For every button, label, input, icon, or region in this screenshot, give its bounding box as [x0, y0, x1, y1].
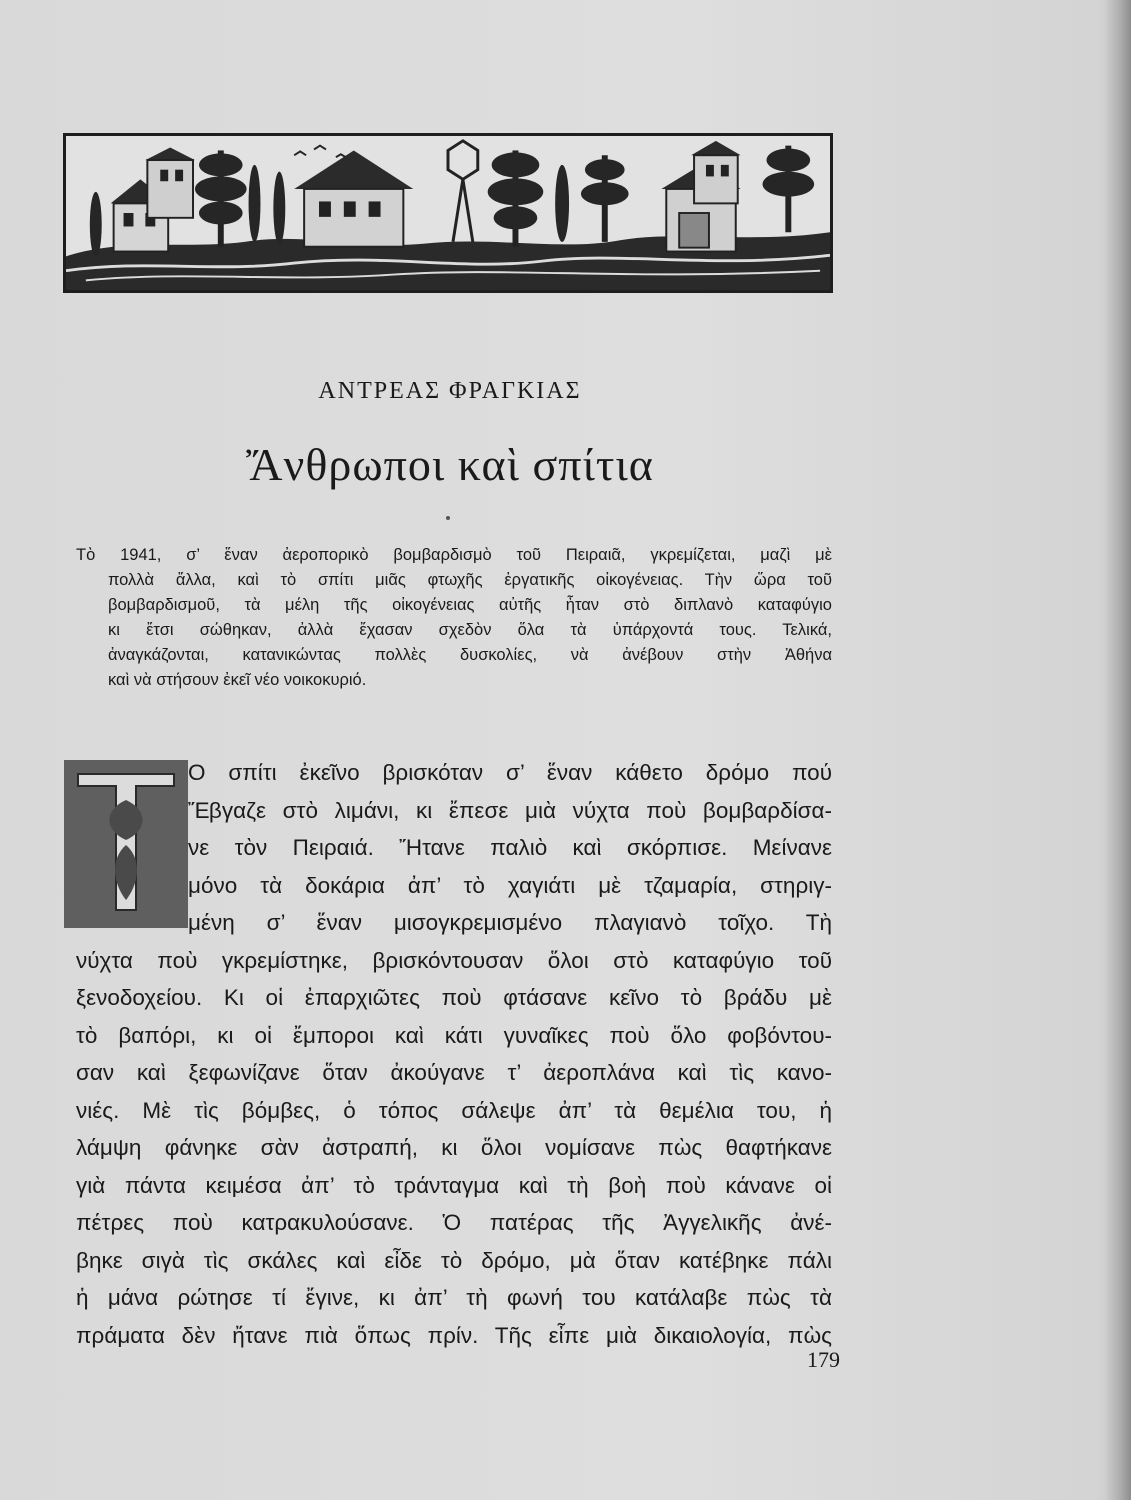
- author-name: ΑΝΤΡΕΑΣ ΦΡΑΓΚΙΑΣ: [318, 378, 582, 404]
- body-line: πέτρες ποὺ κατρακυλούσανε. Ὁ πατέρας τῆς Ἀγγελικῆς ἀνέ-: [76, 1210, 832, 1235]
- body-line: νιές. Μὲ τὶς βόμβες, ὁ τόπος σάλεψε ἀπ’ τὰ θεμέλια του, ἡ: [76, 1097, 832, 1123]
- intro-paragraph: [76, 543, 832, 693]
- body-line: ξενοδοχείου. Κι οἱ ἐπαρχιῶτες ποὺ φτάσανε κεῖνο τὸ βράδυ μὲ: [76, 985, 832, 1010]
- body-line: γιὰ πάντα κειμέσα ἀπ’ τὸ τράνταγμα καὶ τὴ βοὴ ποὺ κάνανε οἱ: [76, 1172, 832, 1198]
- ornament-dot: [446, 516, 450, 520]
- story-title: Ἄνθρωποι καὶ σπίτια: [246, 439, 654, 490]
- body-line: νε τὸν Πειραιά. Ἤτανε παλιὸ καὶ σκόρπισε. Μείνανε: [188, 835, 832, 860]
- body-line: πράματα δὲν ἤτανε πιὰ ὅπως πρίν. Τῆς εἶπε μιὰ δικαιολογία, πὼς: [76, 1322, 832, 1348]
- intro-line: βομβαρδισμοῦ, τὰ μέλη τῆς οἰκογένειας αὐτῆς ἦταν στὸ διπλανὸ καταφύγιο: [108, 596, 832, 614]
- body-line: τὸ βαπόρι, κι οἱ ἔμποροι καὶ κάτι γυναῖκες ποὺ ὅλο φοβόντου-: [76, 1022, 832, 1048]
- page-number: 179: [807, 1347, 840, 1372]
- story-body: [76, 754, 832, 1354]
- intro-line: ἀναγκάζονται, κατανικώντας πολλὲς δυσκολίες, νὰ ἀνέβουν στὴν Ἀθήνα: [108, 646, 832, 664]
- village-woodcut-svg: [66, 136, 830, 290]
- body-line: Ο σπίτι ἐκεῖνο βρισκόταν σ’ ἕναν κάθετο δρόμο πού: [188, 760, 832, 785]
- intro-line: Τὸ 1941, σ’ ἕναν ἀεροπορικὸ βομβαρδισμὸ τοῦ Πειραιᾶ, γκρεμίζεται, μαζὶ μὲ: [76, 546, 832, 564]
- body-line: μόνο τὰ δοκάρια ἀπ’ τὸ χαγιάτι μὲ τζαμαρία, στηριγ-: [188, 872, 832, 898]
- drop-cap-letter: Τ: [125, 790, 127, 791]
- intro-line: πολλὰ ἄλλα, καὶ τὸ σπίτι μιᾶς φτωχῆς ἐργατικῆς οἰκογένειας. Τὴν ὥρα τοῦ: [108, 571, 832, 589]
- intro-line: κι ἔτσι σώθηκαν, ἀλλὰ ἔχασαν σχεδὸν ὅλα τὰ ὑπάρχοντά τους. Τελικά,: [108, 621, 832, 639]
- body-line: λάμψη φάνηκε σὰν ἀστραπή, κι ὅλοι νομίσανε πὼς θαφτήκανε: [76, 1135, 832, 1160]
- body-line: σαν καὶ ξεφωνίζανε ὅταν ἀκούγανε τ’ ἀεροπλάνα καὶ τὶς κανο-: [76, 1060, 832, 1085]
- body-line: μένη σ’ ἕναν μισογκρεμισμένο πλαγιανὸ τοῖχο. Τὴ: [188, 910, 832, 935]
- body-line: νύχτα ποὺ γκρεμίστηκε, βρισκόντουσαν ὅλοι στὸ καταφύγιο τοῦ: [76, 947, 832, 973]
- body-line: Ἔβγαζε στὸ λιμάνι, κι ἔπεσε μιὰ νύχτα ποὺ βομβαρδίσα-: [188, 797, 832, 823]
- binding-shadow: [1105, 0, 1131, 1500]
- village-woodcut-illustration: [63, 133, 833, 293]
- intro-line: καὶ νὰ στήσουν ἐκεῖ νέο νοικοκυριό.: [108, 671, 367, 689]
- body-line: βηκε σιγὰ τὶς σκάλες καὶ εἶδε τὸ δρόμο, μὰ ὅταν κατέβηκε πάλι: [76, 1247, 832, 1273]
- body-line: ἡ μάνα ρώτησε τί ἔγινε, κι ἀπ’ τὴ φωνή του κατάλαβε πὼς τὰ: [76, 1285, 832, 1310]
